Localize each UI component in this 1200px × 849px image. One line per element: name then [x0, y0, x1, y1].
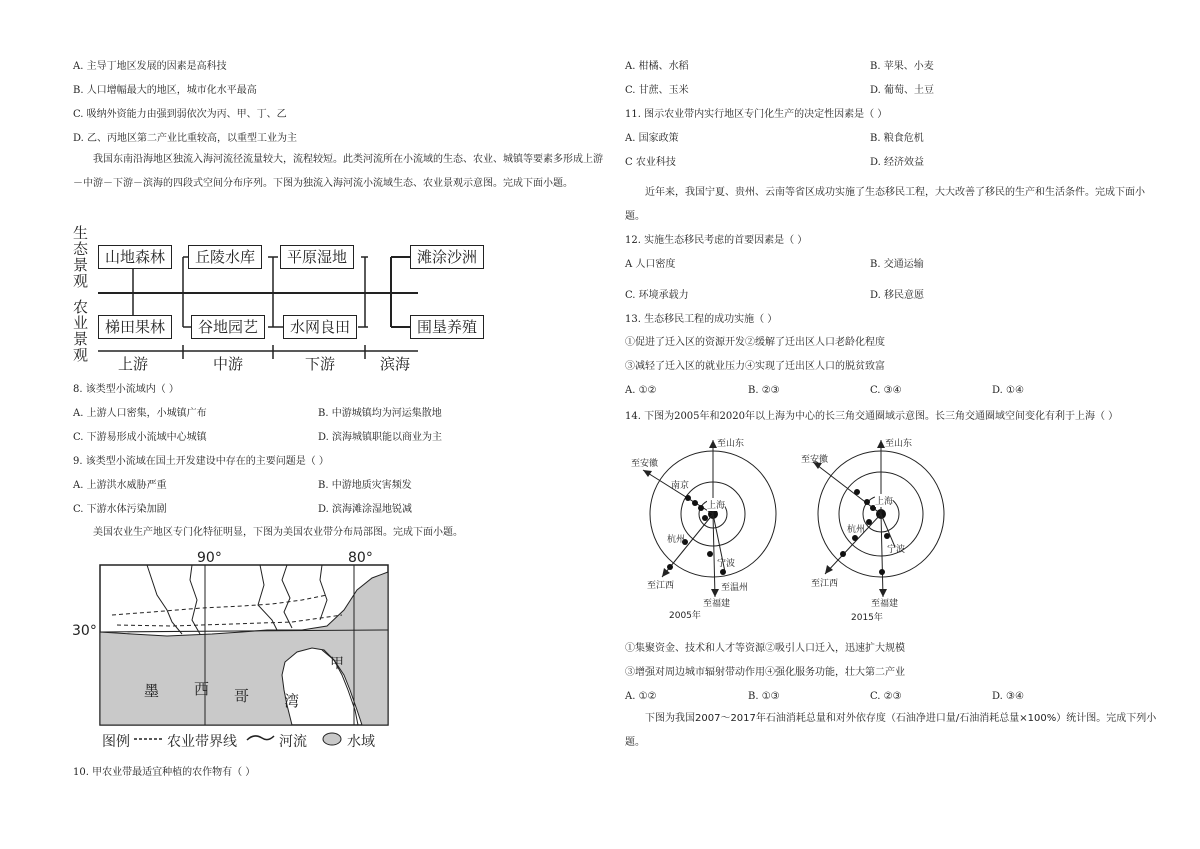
- year-2005: 2005年: [669, 611, 701, 621]
- lon-80-label: 80°: [348, 550, 373, 566]
- sea-char-1: 墨: [144, 682, 160, 700]
- q8-stem: 8. 该类型小流域内（ ）: [73, 384, 179, 395]
- q12-option-b: B. 交通运输: [870, 259, 924, 270]
- q14-option-a: A. ①②: [625, 691, 657, 702]
- label-shandong: 至山东: [885, 439, 913, 449]
- label-shanghai: 上海: [875, 494, 893, 507]
- q14-statement-2: ③增强对周边城市辐射带动作用④强化服务功能，壮大第二产业: [625, 667, 905, 678]
- legend-boundary: 农业带界线: [167, 734, 237, 750]
- q14-statement-1: ①集聚资金、技术和人才等资源②吸引人口迁入，迅速扩大规模: [625, 643, 905, 654]
- q9-option-c: C. 下游水体污染加剧: [73, 504, 167, 515]
- landscape-diagram: [73, 225, 493, 375]
- q13-stem: 13. 生态移民工程的成功实施（ ）: [625, 314, 778, 325]
- q10-stem: 10. 甲农业带最适宜种植的农作物有（ ）: [73, 767, 256, 778]
- lon-90-label: 90°: [197, 550, 222, 566]
- q12-option-c: C. 环境承载力: [625, 290, 689, 301]
- q13-statement-1: ①促进了迁入区的资源开发②缓解了迁出区人口老龄化程度: [625, 337, 885, 348]
- agri-box-2: 谷地园艺: [191, 315, 265, 339]
- q13-option-c: C. ③④: [870, 385, 902, 396]
- q9-option-d: D. 滨海滩涂湿地锐减: [318, 504, 413, 515]
- eco-box-3: 平原湿地: [280, 245, 354, 269]
- label-nanjing: 南京: [671, 481, 690, 491]
- agri-box-1: 梯田果林: [98, 315, 172, 339]
- q13-option-b: B. ②③: [748, 385, 780, 396]
- option-c: C. 吸纳外资能力由强到弱依次为丙、甲、丁、乙: [73, 109, 287, 120]
- circle-map-2015: [795, 432, 965, 622]
- eco-box-4: 滩涂沙洲: [410, 245, 484, 269]
- q8-option-b: B. 中游城镇均为河运集散地: [318, 408, 442, 419]
- sea-char-4: 湾: [284, 692, 300, 710]
- label-ningbo: 宁波: [887, 545, 906, 555]
- legend-river: 河流: [279, 734, 307, 750]
- q11-option-a: A. 国家政策: [625, 133, 679, 144]
- intro-paragraph-2: 美国农业生产地区专门化特征明显，下图为美国农业带分布局部图。完成下面小题。: [93, 527, 463, 538]
- legend-water: 水域: [347, 734, 375, 750]
- us-agri-map: [72, 550, 402, 755]
- section-downstream: 下游: [305, 355, 336, 373]
- section-upstream: 上游: [118, 355, 149, 373]
- label-jiangxi: 至江西: [811, 579, 839, 589]
- eco-box-1: 山地森林: [98, 245, 172, 269]
- q9-option-a: A. 上游洪水威胁严重: [73, 480, 167, 491]
- q14-option-b: B. ①③: [748, 691, 780, 702]
- q9-stem: 9. 该类型小流域在国土开发建设中存在的主要问题是（ ）: [73, 456, 329, 467]
- label-fujian: 至福建: [703, 599, 731, 609]
- q8-option-d: D. 滨海城镇职能以商业为主: [318, 432, 443, 443]
- lat-30-label: 30°: [72, 623, 97, 639]
- q14-option-c: C. ②③: [870, 691, 902, 702]
- q10-option-d: D. 葡萄、土豆: [870, 85, 935, 96]
- q14-stem: 14. 下图为2005年和2020年以上海为中心的长三角交通圈域示意图。长三角交通圈域空间变化有利于上海（ ）: [625, 411, 1119, 422]
- circle-map-2005: [625, 432, 795, 622]
- q13-option-a: A. ①②: [625, 385, 657, 396]
- map-drawing: [72, 550, 402, 755]
- q14-option-d: D. ③④: [992, 691, 1024, 702]
- intro-paragraph-1: 我国东南沿海地区独流入海河流径流量较大，流程较短。此类河流所在小流域的生态、农业、城镇等要素多形成上游－中游－下游－滨海的四段式空间分布序列。下图为独流入海河流小流域生态、农业景观示意图。完成下面小题。: [73, 154, 603, 189]
- q11-option-b: B. 粮食危机: [870, 133, 924, 144]
- label-fujian: 至福建: [871, 599, 899, 609]
- agri-box-4: 围垦养殖: [410, 315, 484, 339]
- legend-title: 图例: [102, 734, 130, 750]
- q8-option-a: A. 上游人口密集，小城镇广布: [73, 408, 207, 419]
- label-jiangxi: 至江西: [647, 581, 675, 591]
- sea-char-2: 西: [194, 680, 210, 698]
- label-anhui: 至安徽: [801, 455, 829, 465]
- label-ningbo: 宁波: [717, 559, 736, 569]
- label-shandong: 至山东: [717, 439, 745, 449]
- q13-option-d: D. ①④: [992, 385, 1024, 396]
- q9-option-b: B. 中游地质灾害频发: [318, 480, 412, 491]
- q12-option-d: D. 移民意愿: [870, 290, 925, 301]
- section-coastal: 滨海: [380, 355, 411, 373]
- sea-char-3: 哥: [234, 687, 250, 705]
- option-a: A. 主导丁地区发展的因素是高科技: [73, 61, 227, 72]
- label-hangzhou: 杭州: [667, 535, 686, 545]
- section-midstream: 中游: [213, 355, 244, 373]
- q10-option-c: C. 甘蔗、玉米: [625, 85, 689, 96]
- label-wenzhou: 至温州: [721, 583, 749, 593]
- place-jia: 甲: [330, 656, 344, 672]
- intro-paragraph-4: 下图为我国2007～2017年石油消耗总量和对外依存度（石油净进口量/石油消耗总量×100%）统计图。完成下列小题。: [625, 713, 1157, 748]
- label-shanghai: 上海: [707, 498, 725, 511]
- intro-paragraph-3: 近年来，我国宁夏、贵州、云南等省区成功实施了生态移民工程，大大改善了移民的生产和生活条件。完成下面小题。: [625, 187, 1145, 222]
- option-b: B. 人口增幅最大的地区，城市化水平最高: [73, 85, 257, 96]
- row-label-agri: 农业景观: [73, 298, 89, 364]
- q12-option-a: A 人口密度: [625, 259, 676, 270]
- agri-box-3: 水网良田: [283, 315, 357, 339]
- year-2015: 2015年: [851, 613, 883, 623]
- option-d: D. 乙、丙地区第二产业比重较高，以重型工业为主: [73, 133, 298, 144]
- eco-box-2: 丘陵水库: [188, 245, 262, 269]
- label-hangzhou: 杭州: [847, 525, 866, 535]
- q11-stem: 11. 图示农业带内实行地区专门化生产的决定性因素是（ ）: [625, 109, 888, 120]
- label-anhui: 至安徽: [631, 459, 659, 469]
- q8-option-c: C. 下游易形成小流域中心城镇: [73, 432, 207, 443]
- q10-option-b: B. 苹果、小麦: [870, 61, 934, 72]
- q13-statement-2: ③减轻了迁入区的就业压力④实现了迁出区人口的脱贫致富: [625, 361, 885, 372]
- row-label-eco: 生态景观: [73, 224, 89, 290]
- q12-stem: 12. 实施生态移民考虑的首要因素是（ ）: [625, 235, 808, 246]
- q11-option-c: C 农业科技: [625, 157, 676, 168]
- q10-option-a: A. 柑橘、水稻: [625, 61, 689, 72]
- q11-option-d: D. 经济效益: [870, 157, 925, 168]
